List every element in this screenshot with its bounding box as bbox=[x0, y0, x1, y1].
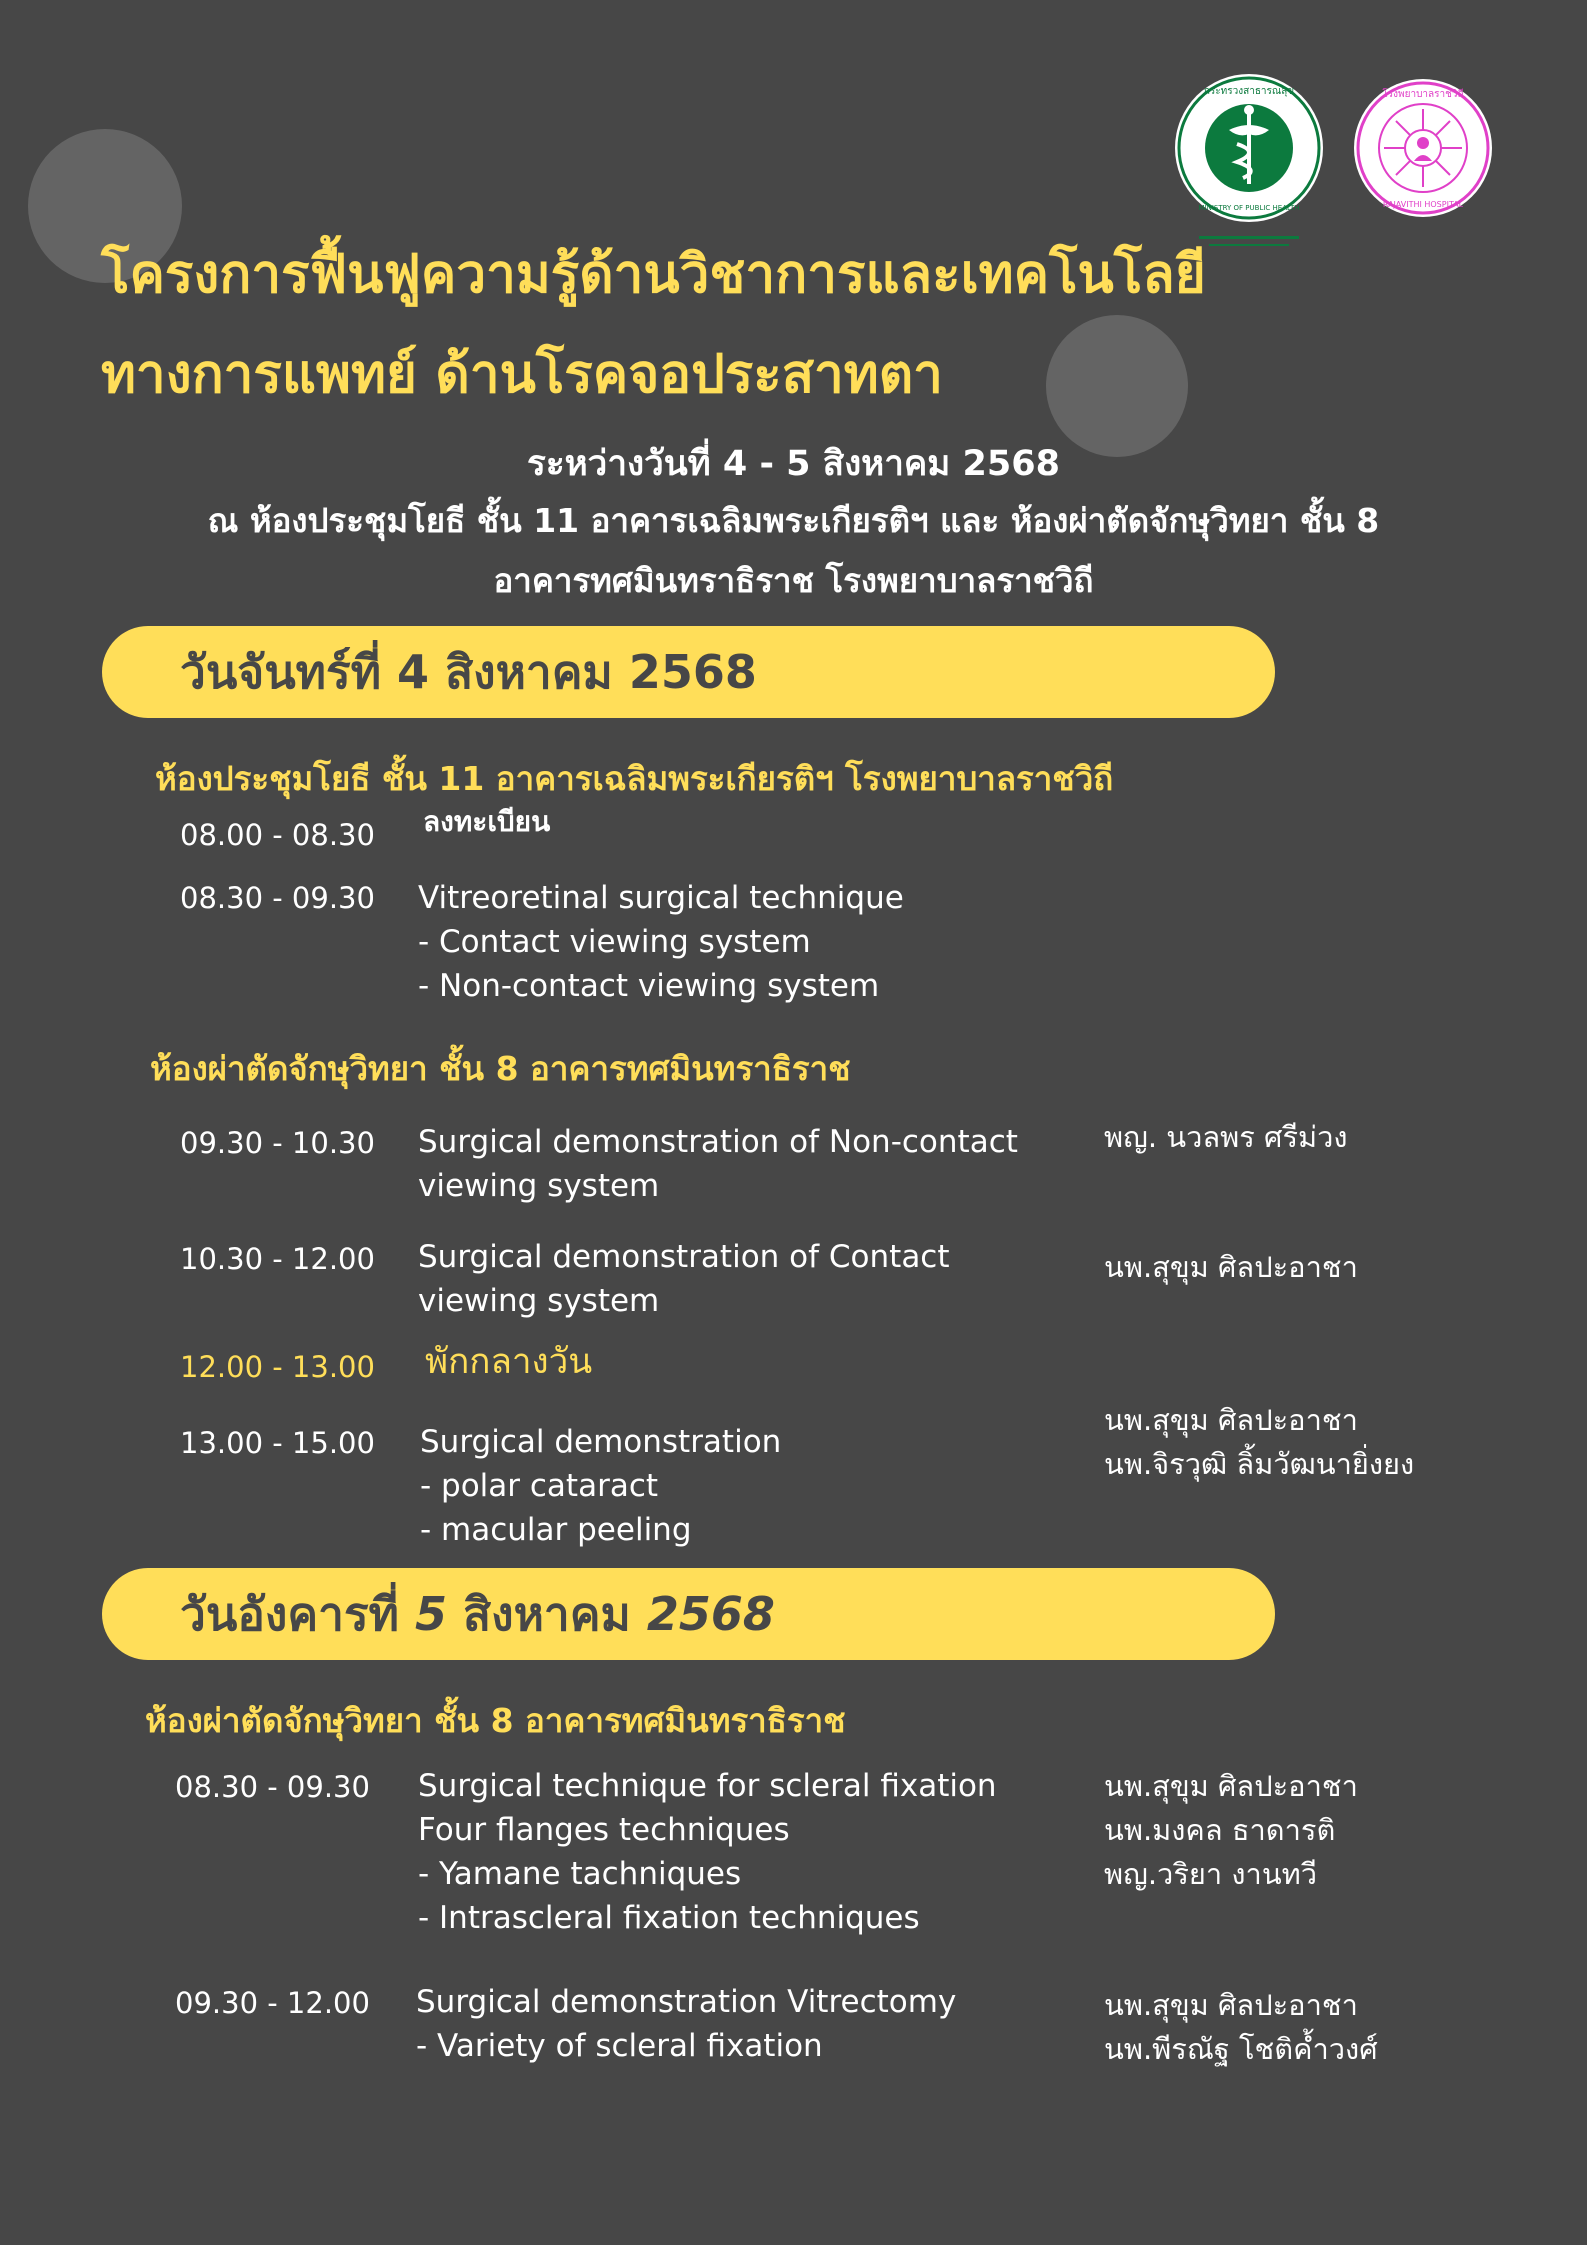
event-location-line-1: ณ ห้องประชุมโยธี ชั้น 11 อาคารเฉลิมพระเกียรติฯ และ ห้องผ่าตัดจักษุวิทยา ชั้น 8 bbox=[207, 501, 1380, 540]
day1-session3-time: 09.30 - 10.30 bbox=[180, 1126, 375, 1160]
day2-session1-time: 08.30 - 09.30 bbox=[175, 1770, 370, 1804]
day1-banner bbox=[102, 626, 1275, 718]
day1-session3-line2: viewing system bbox=[418, 1168, 660, 1204]
day1-session4-desc bbox=[418, 1235, 950, 1323]
day1-session3-desc bbox=[418, 1120, 1018, 1208]
moph-arc-text: กระทรวงสาธารณสุข bbox=[1203, 86, 1295, 97]
day1-session1-time: 08.00 - 08.30 bbox=[180, 818, 375, 852]
day2-session1-speakers bbox=[1104, 1764, 1358, 1896]
day1-session2-line2: - Contact viewing system bbox=[418, 924, 811, 960]
day1-session4-line2: viewing system bbox=[418, 1283, 660, 1319]
day1-session6-line2: - polar cataract bbox=[420, 1468, 659, 1504]
day1-session6-speaker2: นพ.จิรวุฒิ ลิ้มวัฒนายิ่งยง bbox=[1104, 1447, 1415, 1481]
day2-session2-speakers bbox=[1104, 1983, 1378, 2071]
moph-logo bbox=[1173, 72, 1333, 254]
day1-session2-line3: - Non-contact viewing system bbox=[418, 968, 880, 1004]
day2-session2-speaker1: นพ.สุขุม ศิลปะอาชา bbox=[1104, 1988, 1358, 2022]
day2-session1-speaker3: พญ.วริยา งานทวี bbox=[1104, 1857, 1318, 1891]
day1-session6-line1: Surgical demonstration bbox=[420, 1424, 782, 1460]
day1-session4-time: 10.30 - 12.00 bbox=[180, 1242, 375, 1276]
title-line-2: ทางการแพทย์ ด้านโรคจอประสาทตา bbox=[101, 344, 943, 405]
day2-session2-time: 09.30 - 12.00 bbox=[175, 1986, 370, 2020]
day1-venue-2: ห้องผ่าตัดจักษุวิทยา ชั้น 8 อาคารทศมินทราธิราช bbox=[150, 1049, 851, 1088]
day2-session1-line1: Surgical technique for scleral fixation bbox=[418, 1768, 997, 1804]
day2-session1-line2: Four flanges techniques bbox=[418, 1812, 790, 1848]
moph-bottom-text: MINISTRY OF PUBLIC HEALTH bbox=[1198, 204, 1300, 212]
day1-session6-time: 13.00 - 15.00 bbox=[180, 1426, 375, 1460]
day2-session2-line1: Surgical demonstration Vitrectomy bbox=[416, 1984, 957, 2020]
day1-session4-speaker1: นพ.สุขุม ศิลปะอาชา bbox=[1104, 1250, 1358, 1284]
day1-session3-speaker1: พญ. นวลพร ศรีม่วง bbox=[1104, 1120, 1348, 1154]
day1-session6-desc bbox=[420, 1420, 781, 1552]
day2-session1-speaker2: นพ.มงคล ธาดารติ bbox=[1104, 1813, 1336, 1847]
day1-session5-time: 12.00 - 13.00 bbox=[180, 1350, 375, 1384]
day1-venue-1: ห้องประชุมโยธี ชั้น 11 อาคารเฉลิมพระเกียรติฯ โรงพยาบาลราชวิถี bbox=[155, 759, 1114, 798]
day1-session1-line1: ลงทะเบียน bbox=[423, 805, 551, 838]
day1-session3-line1: Surgical demonstration of Non-contact bbox=[418, 1124, 1018, 1160]
day1-session2-desc bbox=[418, 876, 904, 1008]
day2-label: วันอังคารที่ 5 สิงหาคม 2568 bbox=[180, 1587, 775, 1641]
day2-session2-speaker2: นพ.พีรณัฐ โชติค้ำวงศ์ bbox=[1104, 2032, 1378, 2066]
day1-label: วันจันทร์ที่ 4 สิงหาคม 2568 bbox=[180, 645, 757, 699]
day2-session1-desc bbox=[418, 1764, 997, 1940]
rajavithi-top-text: โรงพยาบาลราชวิถี bbox=[1382, 89, 1464, 100]
event-location-line-2: อาคารทศมินทราธิราช โรงพยาบาลราชวิถี bbox=[493, 561, 1094, 600]
day2-session1-line4: - Intrascleral fixation techniques bbox=[418, 1900, 920, 1936]
rajavithi-logo bbox=[1352, 77, 1494, 219]
day2-session2-desc bbox=[416, 1980, 956, 2068]
day1-session2-time: 08.30 - 09.30 bbox=[180, 881, 375, 915]
day1-session6-speakers bbox=[1104, 1398, 1414, 1486]
day1-session6-speaker1: นพ.สุขุม ศิลปะอาชา bbox=[1104, 1403, 1358, 1437]
day2-venue-1: ห้องผ่าตัดจักษุวิทยา ชั้น 8 อาคารทศมินทราธิราช bbox=[145, 1701, 846, 1740]
day1-session5-line1: พักกลางวัน bbox=[425, 1342, 593, 1382]
day1-session2-line1: Vitreoretinal surgical technique bbox=[418, 880, 904, 916]
day2-session1-speaker1: นพ.สุขุม ศิลปะอาชา bbox=[1104, 1769, 1358, 1803]
day1-session6-line3: - macular peeling bbox=[420, 1512, 692, 1548]
day1-session4-line1: Surgical demonstration of Contact bbox=[418, 1239, 950, 1275]
title-line-1: โครงการฟื้นฟูความรู้ด้านวิชาการและเทคโนโลยี bbox=[101, 244, 1206, 305]
day2-session2-line2: - Variety of scleral fixation bbox=[416, 2028, 823, 2064]
event-dates: ระหว่างวันที่ 4 - 5 สิงหาคม 2568 bbox=[527, 444, 1060, 484]
day2-banner bbox=[102, 1568, 1275, 1660]
day2-session1-line3: - Yamane tachniques bbox=[418, 1856, 742, 1892]
rajavithi-bottom-text: RAJAVITHI HOSPITAL bbox=[1382, 200, 1464, 209]
